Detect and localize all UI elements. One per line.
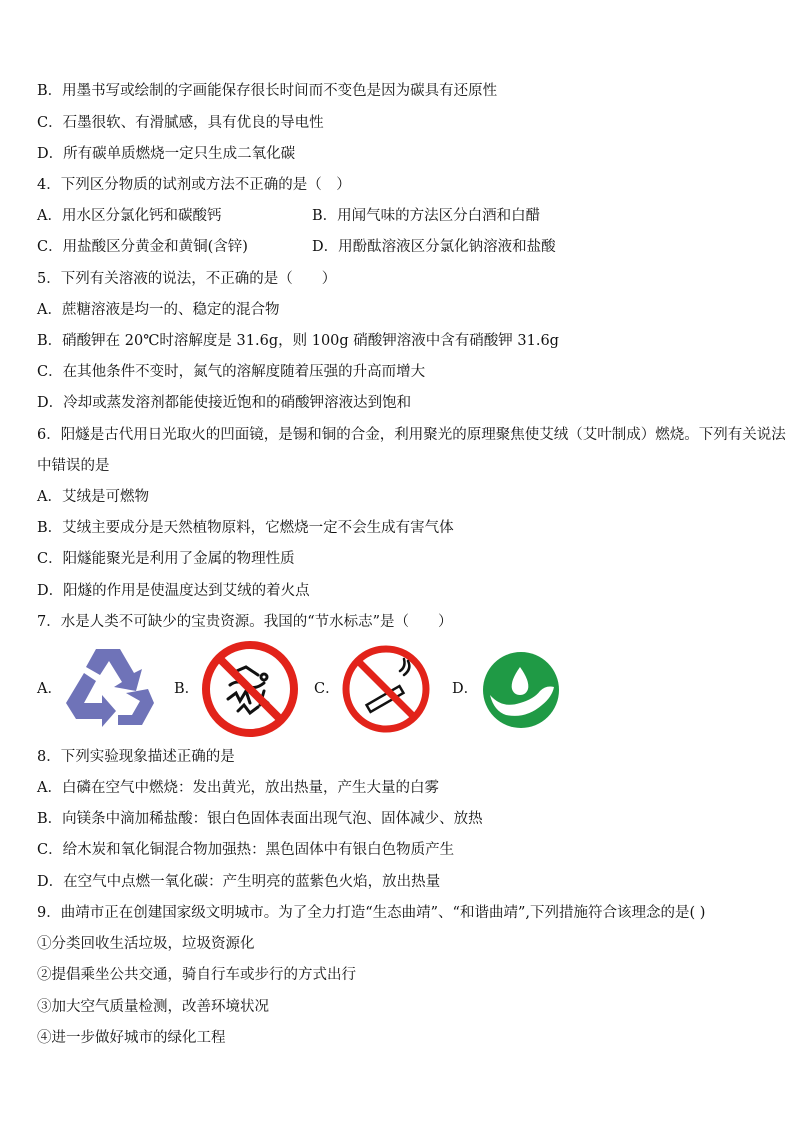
option-8a: A．白磷在空气中燃烧：发出黄光，放出热量，产生大量的白雾 — [37, 780, 439, 796]
option-4c: C．用盐酸区分黄金和黄铜(含锌) — [37, 239, 248, 255]
option-5d: D．冷却或蒸发溶剂都能使接近饱和的硝酸钾溶液达到饱和 — [37, 395, 412, 411]
option-4d: D．用酚酞溶液区分氯化钠溶液和盐酸 — [312, 239, 556, 255]
measure-4: ④进一步做好城市的绿化工程 — [37, 1030, 226, 1046]
question-6: 6．阳燧是古代用日光取火的凹面镜，是锡和铜的合金，利用聚光的原理聚焦使艾绒（艾叶制成）燃烧。下列有关说法 — [37, 427, 786, 443]
question-8: 8．下列实验现象描述正确的是 — [37, 749, 235, 765]
option-3c: C．石墨很软、有滑腻感，具有优良的导电性 — [37, 115, 324, 131]
question-6-cont: 中错误的是 — [37, 458, 110, 474]
option-6c: C．阳燧能聚光是利用了金属的物理性质 — [37, 551, 295, 567]
option-6b: B．艾绒主要成分是天然植物原料，它燃烧一定不会生成有害气体 — [37, 520, 454, 536]
option-7d-label: D． — [452, 681, 479, 697]
measure-3: ③加大空气质量检测，改善环境状况 — [37, 999, 269, 1015]
question-7: 7．水是人类不可缺少的宝贵资源。我国的“节水标志”是（ ） — [37, 614, 453, 630]
option-7a-label: A． — [37, 681, 62, 697]
option-3b: B．用墨书写或绘制的字画能保存很长时间而不变色是因为碳具有还原性 — [37, 83, 498, 99]
no-littering-icon — [202, 641, 298, 737]
option-8d: D．在空气中点燃一氧化碳：产生明亮的蓝紫色火焰，放出热量 — [37, 874, 441, 890]
option-5a: A．蔗糖溶液是均一的、稳定的混合物 — [37, 302, 280, 318]
option-6a: A．艾绒是可燃物 — [37, 489, 149, 505]
option-4b: B．用闻气味的方法区分白酒和白醋 — [312, 208, 541, 224]
option-4a: A．用水区分氯化钙和碳酸钙 — [37, 208, 222, 224]
recycle-icon — [62, 645, 158, 731]
no-smoking-icon — [342, 645, 430, 733]
option-5b: B．硝酸钾在 20℃时溶解度是 31.6g，则 100g 硝酸钾溶液中含有硝酸钾 31.6g — [37, 333, 559, 349]
measure-2: ②提倡乘坐公共交通，骑自行车或步行的方式出行 — [37, 967, 356, 983]
option-7c-label: C． — [314, 681, 340, 697]
option-3d: D．所有碳单质燃烧一定只生成二氧化碳 — [37, 146, 296, 162]
question-9: 9．曲靖市正在创建国家级文明城市。为了全力打造“生态曲靖”、“和谐曲靖”,下列措施符合该理念的是( ) — [37, 905, 706, 921]
option-8c: C．给木炭和氧化铜混合物加强热：黑色固体中有银白色物质产生 — [37, 842, 455, 858]
option-8b: B．向镁条中滴加稀盐酸：银白色固体表面出现气泡、固体减少、放热 — [37, 811, 483, 827]
option-5c: C．在其他条件不变时，氮气的溶解度随着压强的升高而增大 — [37, 364, 426, 380]
water-saving-icon — [482, 651, 560, 729]
option-6d: D．阳燧的作用是使温度达到艾绒的着火点 — [37, 583, 310, 599]
question-4: 4．下列区分物质的试剂或方法不正确的是（ ） — [37, 177, 351, 193]
question-5: 5．下列有关溶液的说法，不正确的是（ ） — [37, 271, 337, 287]
option-7b-label: B． — [174, 681, 200, 697]
measure-1: ①分类回收生活垃圾，垃圾资源化 — [37, 936, 255, 952]
